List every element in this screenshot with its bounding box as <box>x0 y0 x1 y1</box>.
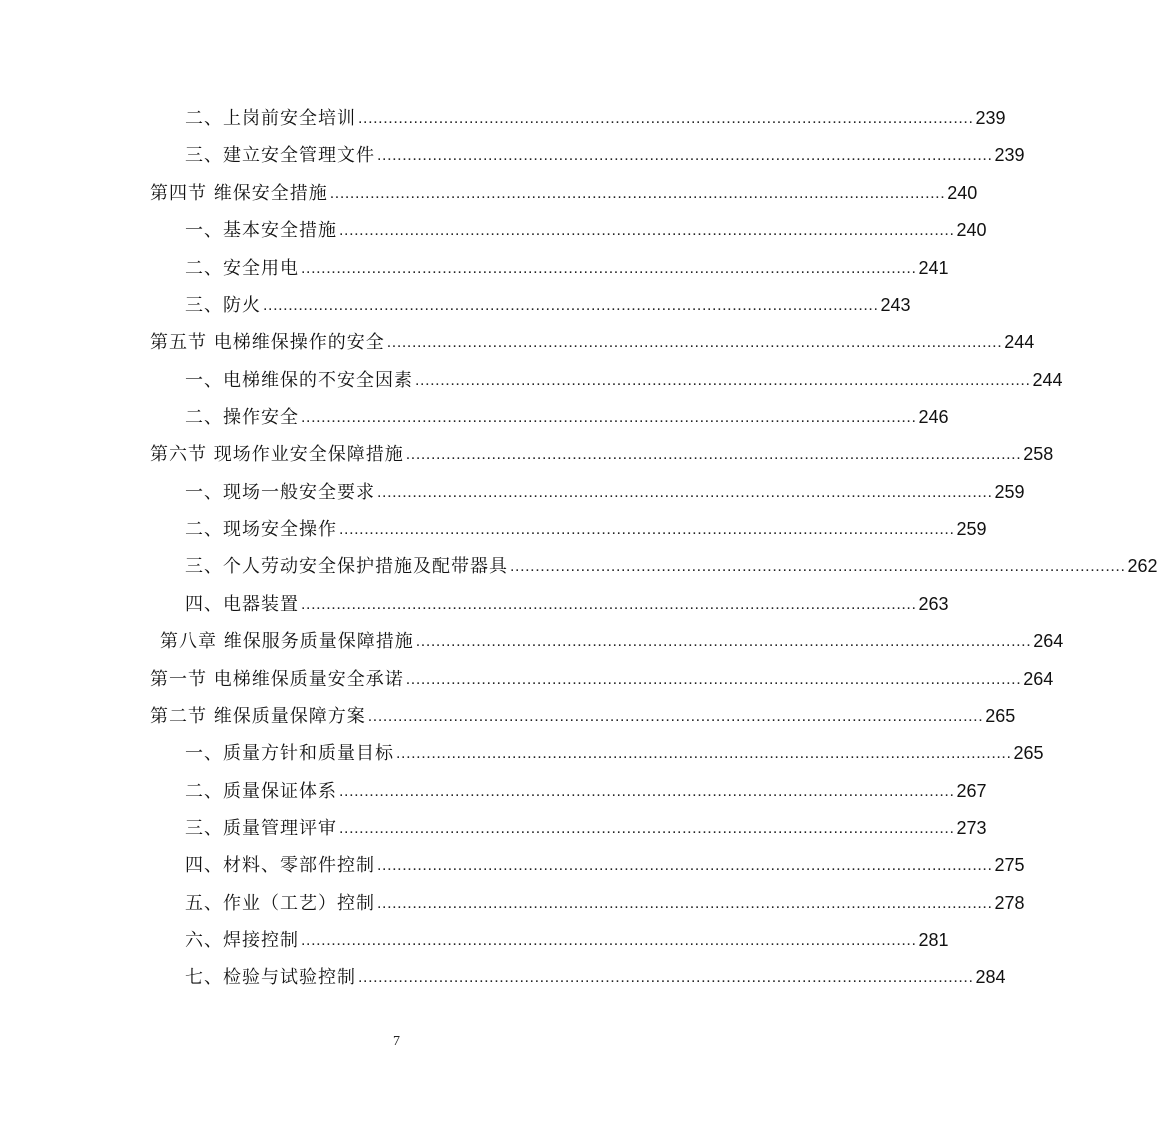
toc-page-number: 243 <box>880 295 911 315</box>
toc-entry[interactable] <box>0 773 987 810</box>
toc-entry[interactable] <box>0 810 987 847</box>
toc-page-number: 265 <box>985 706 1016 726</box>
toc-leader-dots: .......................................................................................................................... <box>301 932 917 949</box>
toc-entry-title: 二、质量保证体系 <box>185 781 337 802</box>
toc-entry[interactable] <box>0 847 1025 884</box>
toc-leader-dots: .......................................................................................................................... <box>386 334 1003 351</box>
toc-page-number: 239 <box>975 108 1006 128</box>
toc-entry-title: 二、上岗前安全培训 <box>185 108 356 129</box>
toc-leader-dots: .......................................................................................................................... <box>301 409 917 426</box>
toc-entry-title: 一、基本安全措施 <box>185 220 337 241</box>
toc-entry-title: 四、电器装置 <box>185 594 299 615</box>
toc-entry-title: 第四节 维保安全措施 <box>150 183 328 204</box>
toc-leader-dots: .......................................................................................................................... <box>415 372 1031 389</box>
toc-entry[interactable] <box>0 362 1063 399</box>
toc-entry-title: 第二节 维保质量保障方案 <box>150 706 366 727</box>
toc-entry-title: 一、质量方针和质量目标 <box>185 743 394 764</box>
toc-entry[interactable] <box>0 250 949 287</box>
toc-leader-dots: .......................................................................................................................... <box>339 521 955 538</box>
toc-leader-dots: .......................................................................................................................... <box>396 745 1012 762</box>
toc-page-number: 278 <box>994 893 1025 913</box>
toc-entry-title: 第五节 电梯维保操作的安全 <box>150 332 385 353</box>
toc-entry[interactable] <box>0 885 1025 922</box>
toc-entry-title: 一、现场一般安全要求 <box>185 482 375 503</box>
toc-entry-title: 二、现场安全操作 <box>185 519 337 540</box>
toc-entry-title: 三、个人劳动安全保护措施及配带器具 <box>185 556 508 577</box>
page-number: 7 <box>393 1034 400 1049</box>
toc-page-number: 262 <box>1127 556 1158 576</box>
toc-entry[interactable] <box>0 922 949 959</box>
toc-entry[interactable] <box>0 661 1054 698</box>
toc-entry-title: 三、质量管理评审 <box>185 818 337 839</box>
toc-entry-title: 六、焊接控制 <box>185 930 299 951</box>
toc-entry-title: 二、操作安全 <box>185 407 299 428</box>
toc-entry-title: 五、作业（工艺）控制 <box>185 893 375 914</box>
toc-page-number: 240 <box>956 220 987 240</box>
toc-entry-title: 三、建立安全管理文件 <box>185 145 375 166</box>
toc-page-number: 264 <box>1033 631 1064 651</box>
toc-page-number: 263 <box>918 594 949 614</box>
toc-entry[interactable] <box>0 735 1044 772</box>
toc-leader-dots: .......................................................................................................................... <box>510 558 1126 575</box>
toc-page-number: 259 <box>956 519 987 539</box>
toc-page-number: 258 <box>1023 444 1054 464</box>
toc-page-number: 246 <box>918 407 949 427</box>
toc-entry[interactable] <box>0 100 1006 137</box>
toc-leader-dots: .......................................................................................................................... <box>358 110 974 127</box>
toc-entry-title: 二、安全用电 <box>185 258 299 279</box>
toc-leader-dots: .......................................................................................................................... <box>405 446 1022 463</box>
toc-leader-dots: .......................................................................................................................... <box>367 708 984 725</box>
toc-page-number: 267 <box>956 781 987 801</box>
toc-page-number: 273 <box>956 818 987 838</box>
toc-leader-dots: .......................................................................................................................... <box>301 596 917 613</box>
toc-entry-title: 三、防火 <box>185 295 261 316</box>
toc-leader-dots: .......................................................................................................................... <box>377 857 993 874</box>
toc-entry[interactable] <box>0 698 1016 735</box>
toc-page-number: 281 <box>918 930 949 950</box>
toc-entry-title: 一、电梯维保的不安全因素 <box>185 370 413 391</box>
toc-leader-dots: .......................................................................................................................... <box>339 222 955 239</box>
toc-entry[interactable] <box>0 175 978 212</box>
toc-page-number: 239 <box>994 145 1025 165</box>
toc-entry[interactable] <box>0 399 949 436</box>
toc-page-number: 240 <box>947 183 978 203</box>
toc-entry[interactable] <box>0 287 911 324</box>
toc-entry[interactable] <box>0 586 949 623</box>
toc-entry-chapter[interactable] <box>0 623 1064 660</box>
toc-leader-dots: .......................................................................................................................... <box>358 969 974 986</box>
toc-entry-title: 四、材料、零部件控制 <box>185 855 375 876</box>
toc-entry[interactable] <box>0 436 1054 473</box>
toc-entry-title: 七、检验与试验控制 <box>185 967 356 988</box>
toc-entry-title: 第一节 电梯维保质量安全承诺 <box>150 669 404 690</box>
toc-leader-dots: .......................................................................................................................... <box>329 185 946 202</box>
toc-entry-title: 第八章 维保服务质量保障措施 <box>160 631 414 652</box>
toc-page-number: 275 <box>994 855 1025 875</box>
toc-entry[interactable] <box>0 212 987 249</box>
toc-page-number: 264 <box>1023 669 1054 689</box>
toc-entry[interactable] <box>0 548 1158 585</box>
toc-page-number: 241 <box>918 258 949 278</box>
toc-leader-dots: .......................................................................................................................... <box>415 633 1032 650</box>
toc-page-number: 265 <box>1013 743 1044 763</box>
toc-leader-dots: .......................................................................................................................... <box>301 260 917 277</box>
toc-entry-title: 第六节 现场作业安全保障措施 <box>150 444 404 465</box>
toc-page-number: 259 <box>994 482 1025 502</box>
toc-leader-dots: .......................................................................................................................... <box>377 895 993 912</box>
toc-leader-dots: .......................................................................................................................... <box>377 147 993 164</box>
toc-page-number: 284 <box>975 967 1006 987</box>
toc-entry[interactable] <box>0 137 1025 174</box>
toc-leader-dots: .......................................................................................................................... <box>405 671 1022 688</box>
toc-leader-dots: .......................................................................................................................... <box>339 820 955 837</box>
toc-leader-dots: .......................................................................................................................... <box>377 484 993 501</box>
toc-entry[interactable] <box>0 959 1006 996</box>
toc-page-number: 244 <box>1004 332 1035 352</box>
toc-entry[interactable] <box>0 324 1035 361</box>
toc-leader-dots: .......................................................................................................................... <box>339 783 955 800</box>
toc-page-number: 244 <box>1032 370 1063 390</box>
toc-entry[interactable] <box>0 511 987 548</box>
toc-entry[interactable] <box>0 474 1025 511</box>
toc-leader-dots: .......................................................................................................................... <box>263 297 879 314</box>
